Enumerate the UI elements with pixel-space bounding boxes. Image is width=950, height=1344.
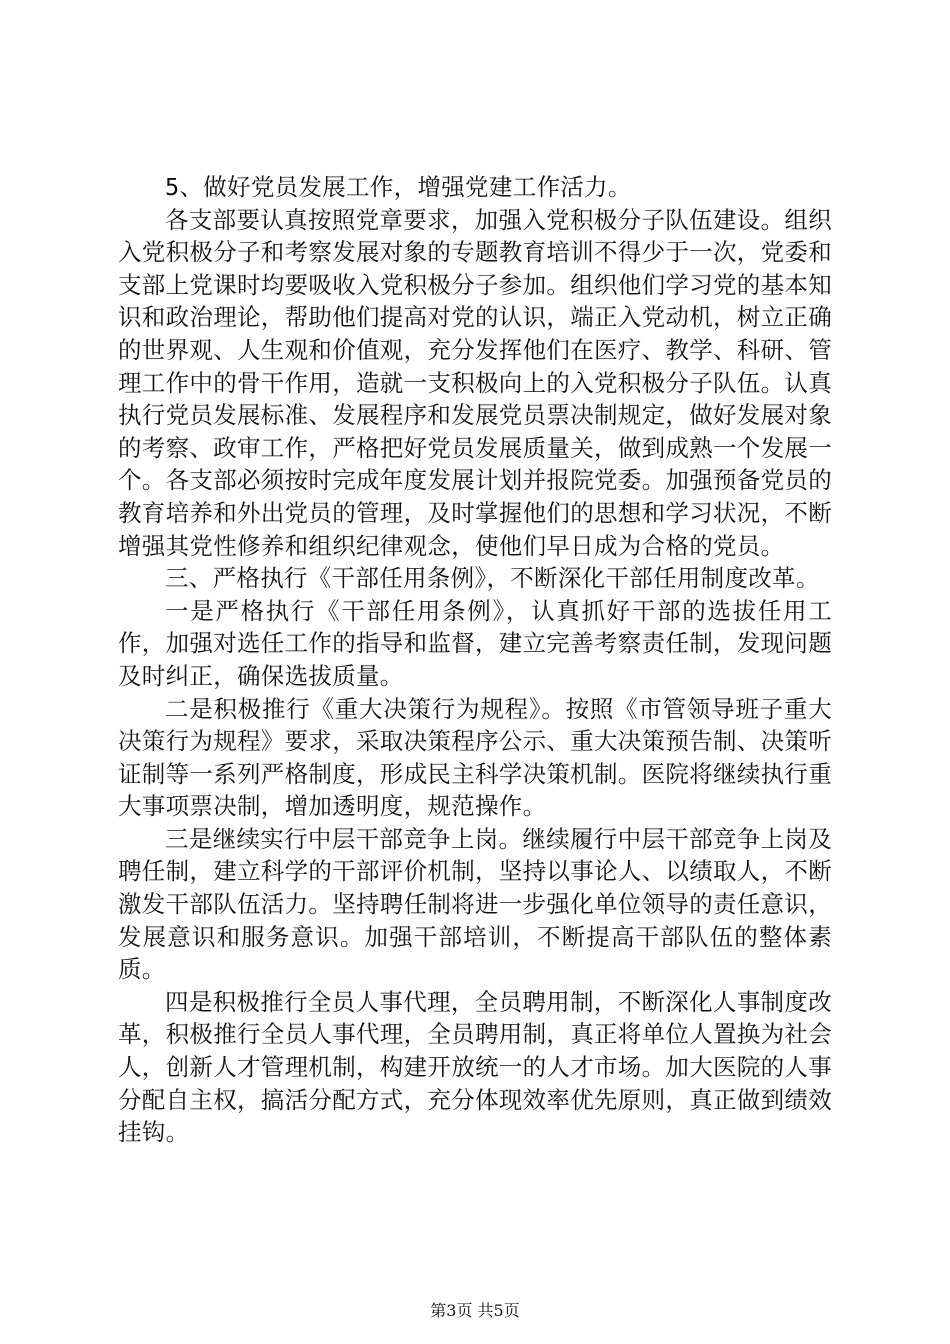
paragraph-branch-requirements: 各支部要认真按照党章要求，加强入党积极分子队伍建设。组织入党积极分子和考察发展对象的专题教育培训不得少于一次，党委和支部上党课时均要吸收入党积极分子参加。组织他们学习党的基本知识和政治理论，帮助他们提高对党的认识，端正入党动机，树立正确的世界观、人生观和价值观，充分发挥他们在医疗、教学、科研、管理工作中的骨干作用，造就一支积极向上的入党积极分子队伍。认真执行党员发展标准、发展程序和发展党员票决制规定，做好发展对象的考察、政审工作，严格把好党员发展质量关，做到成熟一个发展一个。各支部必须按时完成年度发展计划并报院党委。加强预备党员的教育培养和外出党员的管理，及时掌握他们的思想和学习状况，不断增强其党性修养和组织纪律观念，使他们早日成为合格的党员。: [118, 205, 832, 560]
page-number-footer: 第3页 共5页: [430, 1301, 520, 1320]
section-heading-cadre-regulations: 三、严格执行《干部任用条例》，不断深化干部任用制度改革。: [165, 564, 820, 593]
paragraph-item-two: 二是积极推行《重大决策行为规程》。按照《市管领导班子重大决策行为规程》要求，采取决策程序公示、重大决策预告制、决策听证制等一系列严格制度，形成民主科学决策机制。医院将继续执行重大事项票决制，增加透明度，规范操作。: [118, 694, 832, 821]
document-body: [118, 171, 832, 1149]
paragraph-item-four: 四是积极推行全员人事代理，全员聘用制，不断深化人事制度改革，积极推行全员人事代理，全员聘用制，真正将单位人置换为社会人，创新人才管理机制，构建开放统一的人才市场。加大医院的人事分配自主权，搞活分配方式，充分体现效率优先原则，真正做到绩效挂钩。: [118, 987, 832, 1147]
section-heading-party-development: 5、做好党员发展工作，增强党建工作活力。: [165, 173, 632, 201]
paragraph-item-three: 三是继续实行中层干部竞争上岗。继续履行中层干部竞争上岗及聘任制，建立科学的干部评价机制，坚持以事论人、以绩取人，不断激发干部队伍活力。坚持聘任制将进一步强化单位领导的责任意识，发展意识和服务意识。加强干部培训，不断提高干部队伍的整体素质。: [118, 824, 832, 984]
paragraph-item-one: 一是严格执行《干部任用条例》，认真抓好干部的选拔任用工作，加强对选任工作的指导和监督，建立完善考察责任制，发现问题及时纠正，确保选拔质量。: [118, 596, 832, 690]
